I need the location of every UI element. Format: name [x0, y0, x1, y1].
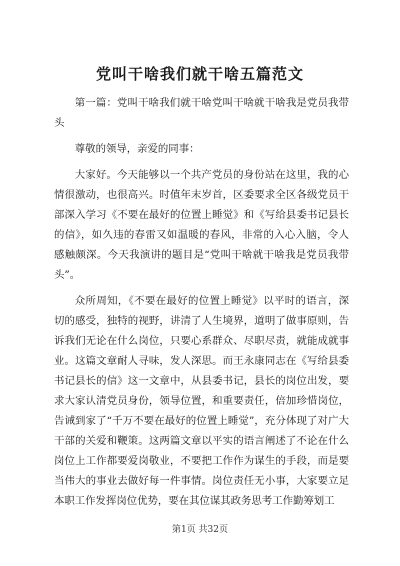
salutation: 尊敬的领导，亲爱的同事：: [74, 143, 200, 155]
section-heading: 第一篇：党叫干啥我们就干啥党叫干啥就干啥我是党员我带头: [54, 97, 349, 129]
document-body: [54, 93, 349, 517]
body-paragraph: 众所周知，《不要在最好的位置上睡觉》以平时的语言，深切的感受，独特的视野，讲清了人生境界，道明了做事原则，告诉我们无论在什么岗位，只要心系群众、尽职尽责，就能成就事业。这篇文章耐人寻味，发人深思。而王永康同志在《写给县委书记县长的信》这一文章中，从县委书记，县长的岗位出发，要求大家认清党员身份，领导位置，和重要责任，倍加珍惜岗位，告诫到家了“千万不要在最好的位置上睡觉”，充分体现了对广大干部的关爱和鞭策。这两篇文章以平实的语言阐述了不论在什么岗位上工作都要爱岗敬业，不要把工作作为谋生的手段，而是要当伟大的事业去做好每一件事情。岗位责任无小事，大家要立足本职工作发挥岗位优势，要在其位谋其政务思考工作勤筹划工: [54, 295, 349, 507]
body-paragraph: 大家好。今天能够以一个共产党员的身份站在这里，我的心情很激动，也很高兴。时值年末岁首，区委要求全区各级党员干部深入学习《不要在最好的位置上睡觉》和《写给县委书记县长的信》，如久违的春雷又如温暖的春风，非常的入心入脑，令人感触颇深。今天我演讲的题目是“党叫干啥就干啥我是党员我带头”。: [54, 169, 349, 281]
page-footer: [0, 524, 400, 536]
page-number: 第1页 共32页: [171, 525, 229, 535]
document-title: 党叫干啥我们就干啥五篇范文: [95, 65, 304, 83]
